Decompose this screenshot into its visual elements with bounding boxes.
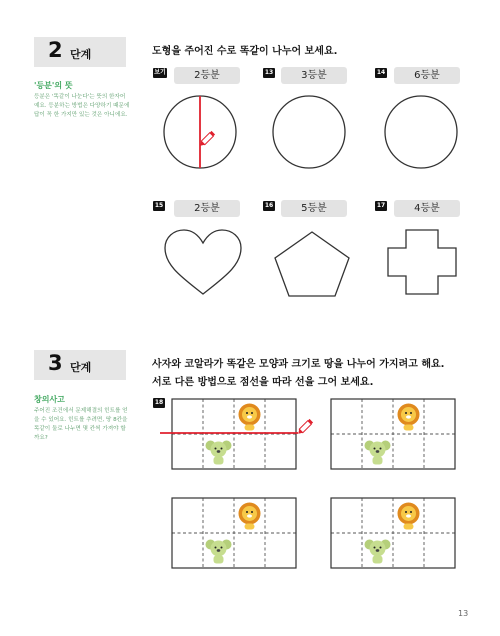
step2-side-body: 등분은 '똑같이 나눈다'는 뜻의 한자어예요. 등분하는 방법은 다양하기 때문에 답이 꼭 한 가지만 있는 것은 아니에요.: [34, 94, 130, 118]
step3-side-body: 주어진 조건에서 문제해결의 힌트를 얻을 수 있어요. 힌트를 추려면, 땅 8칸을 똑같이 둘로 나누면 몇 칸씩 가져야 할까요?: [34, 408, 128, 441]
problem-badge-17: 17: [376, 202, 386, 209]
step3-instruction-line1: 사자와 코알라가 똑같은 모양과 크기로 땅을 나누어 가지려고 해요.: [152, 359, 445, 370]
step2-header: [34, 37, 126, 67]
step3-number: 3: [48, 351, 63, 375]
land-grid-3[interactable]: [171, 497, 297, 569]
lion-icon: [239, 503, 261, 530]
problem-label-example: 2등분: [174, 67, 240, 84]
problem-badge-15: 15: [154, 202, 164, 209]
lion-icon: [398, 404, 420, 431]
lion-icon: [398, 503, 420, 530]
koala-icon: [206, 540, 232, 564]
step3-side-title: 창의사고: [34, 395, 65, 404]
circle-shape-13[interactable]: [269, 92, 349, 172]
problem-badge-14: 14: [376, 69, 386, 76]
pencil-icon: [296, 416, 316, 436]
problem-badge-example: 보기: [154, 69, 166, 76]
koala-icon: [365, 540, 391, 564]
problem-label-17: 4등분: [394, 200, 460, 217]
land-grid-2[interactable]: [330, 398, 456, 470]
problem-label-16: 5등분: [281, 200, 347, 217]
page-number: 13: [458, 609, 469, 618]
step2-instruction: 도형을 주어진 수로 똑같이 나누어 보세요.: [152, 46, 338, 57]
step3-instruction-line2: 서로 다른 방법으로 점선을 따라 선을 그어 보세요.: [152, 377, 374, 388]
problem-badge-16: 16: [264, 202, 274, 209]
problem-badge-18: 18: [154, 399, 164, 406]
step2-number: 2: [48, 38, 63, 62]
step2-label: 단계: [70, 48, 92, 61]
koala-icon: [206, 441, 232, 465]
koala-icon: [365, 441, 391, 465]
step3-header: [34, 350, 126, 380]
problem-label-15: 2등분: [174, 200, 240, 217]
pentagon-shape-16[interactable]: [272, 228, 352, 298]
circle-shape-14[interactable]: [381, 92, 461, 172]
problem-label-14: 6등분: [394, 67, 460, 84]
lion-icon: [239, 404, 261, 431]
problem-badge-13: 13: [264, 69, 274, 76]
step2-side-title: '등분'의 뜻: [34, 81, 73, 90]
pencil-icon: [198, 128, 218, 148]
land-grid-4[interactable]: [330, 497, 456, 569]
cross-shape-17[interactable]: [384, 228, 464, 298]
step3-label: 단계: [70, 361, 92, 374]
problem-label-13: 3등분: [281, 67, 347, 84]
heart-shape-15[interactable]: [163, 228, 243, 298]
